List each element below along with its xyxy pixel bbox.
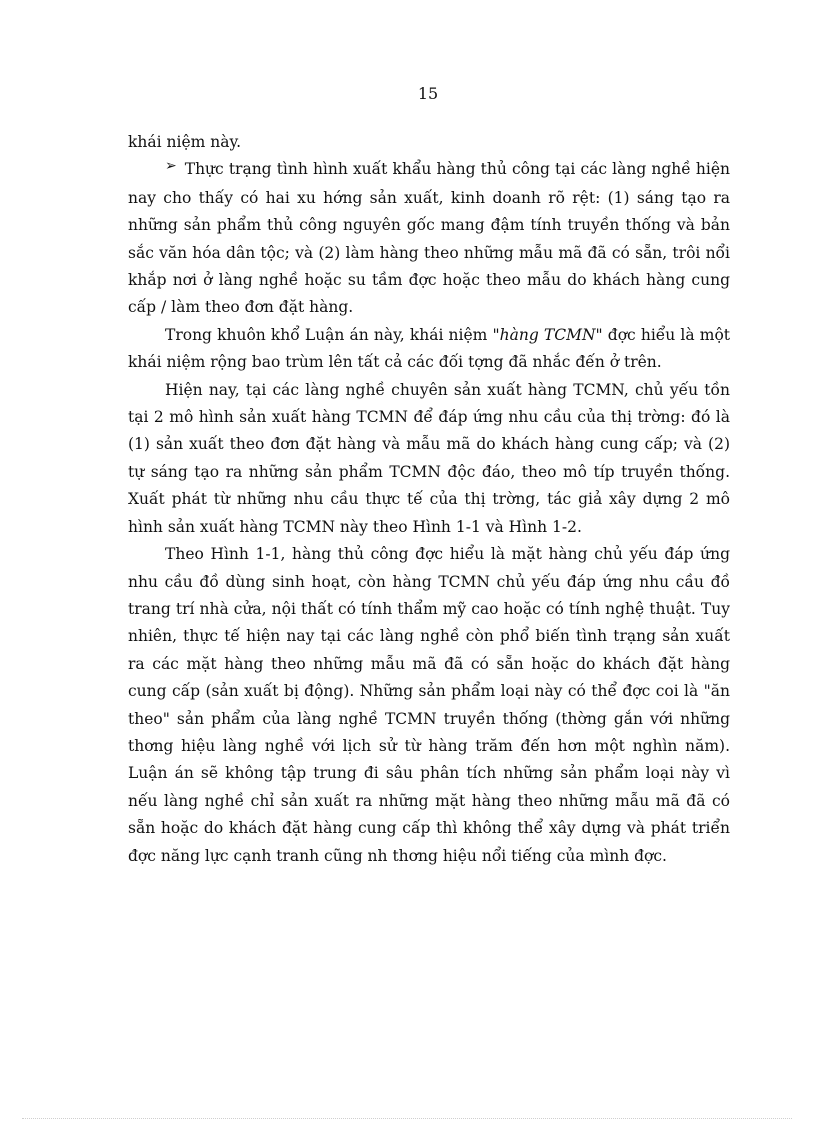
definition-term: hàng TCMN	[499, 325, 596, 344]
definition-text-after: " đợc hiểu là một khái niệm rộng bao trùm lên tất cả các đối tợng đã nhắc đến ở trên.	[128, 325, 731, 372]
bottom-dotted-rule	[22, 1118, 792, 1119]
paragraph-figure-discussion: Theo Hình 1-1, hàng thủ công đợc hiểu là mặt hàng chủ yếu đáp ứng nhu cầu đồ dùng sinh hoạt, còn hàng TCMN chủ yếu đáp ứng nhu cầu đồ trang trí nhà cửa, nội thất có tính thẩm mỹ cao hoặc có tính nghệ thuật. Tuy nhiên, thực tế hiện nay tại các làng nghề còn phổ biến tình trạng sản xuất ra các mặt hàng theo những mẫu mã đã có sẵn hoặc do khách đặt hàng cung cấp (sản xuất bị động). Những sản phẩm loại này có thể đợc coi là "ăn theo" sản phẩm của làng nghề TCMN truyền thống (thờng gắn với những thơng hiệu làng nghề với lịch sử từ hàng trăm đến hơn một nghìn năm). Luận án sẽ không tập trung đi sâu phân tích những sản phẩm loại này vì nếu làng nghề chỉ sản xuất ra những mặt hàng theo những mẫu mã đã có sẵn hoặc do khách đặt hàng cung cấp thì không thể xây dựng và phát triển đợc năng lực cạnh tranh cũng nh thơng hiệu nổi tiếng của mình đợc.	[128, 545, 730, 865]
paragraph-models: Hiện nay, tại các làng nghề chuyên sản xuất hàng TCMN, chủ yếu tồn tại 2 mô hình sản xuất hàng TCMN để đáp ứng nhu cầu của thị trờng: đó là (1) sản xuất theo đơn đặt hàng và mẫu mã do khách hàng cung cấp; và (2) tự sáng tạo ra những sản phẩm TCMN độc đáo, theo mô típ truyền thống. Xuất phát từ những nhu cầu thực tế của thị trờng, tác giả xây dựng 2 mô hình sản xuất hàng TCMN này theo Hình 1-1 và Hình 1-2.	[128, 380, 730, 536]
definition-text-before: Trong khuôn khổ Luận án này, khái niệm "	[165, 325, 500, 344]
arrow-bullet-icon: ➢	[165, 158, 177, 175]
paragraph-continuation: khái niệm này.	[128, 133, 242, 151]
paragraph-bullet-text: Thực trạng tình hình xuất khẩu hàng thủ công tại các làng nghề hiện nay cho thấy có hai xu hớng sản xuất, kinh doanh rõ rệt: (1) sáng tạo ra những sản phẩm thủ công nguyên gốc mang đậm tính truyền thống và bản sắc văn hóa dân tộc; và (2) làm hàng theo những mẫu mã đã có sẵn, trôi nổi khắp nơi ở làng nghề hoặc su tầm đợc hoặc theo mẫu do khách hàng cung cấp / làm theo đơn đặt hàng.	[128, 160, 730, 317]
body-text	[128, 129, 730, 870]
paragraph-bullet	[128, 156, 730, 321]
paragraph-definition	[128, 322, 730, 377]
page-number: 15	[417, 84, 439, 103]
